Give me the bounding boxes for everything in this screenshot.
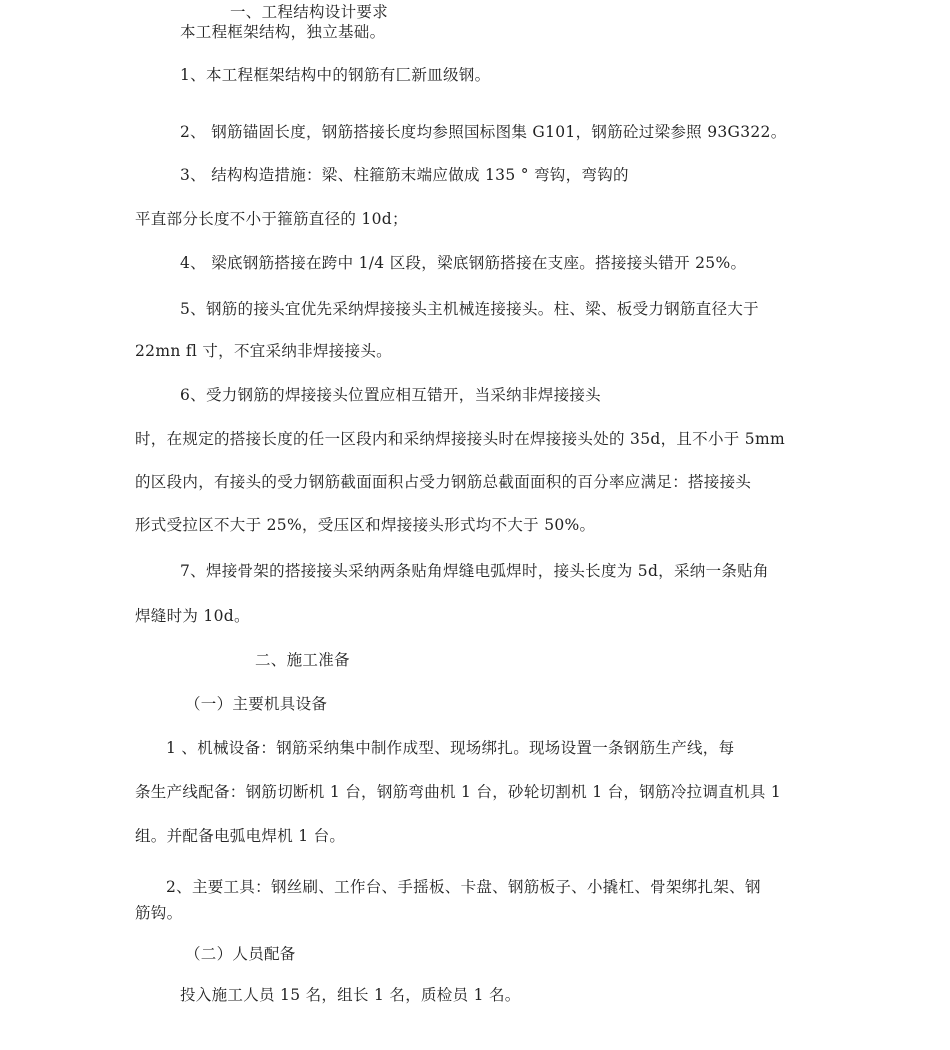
section-heading: 一、工程结构设计要求: [230, 3, 389, 21]
paragraph-continuation: 时，在规定的搭接长度的任一区段内和采纳焊接接头时在焊接接头处的 35d，且不小于 5mm: [135, 430, 785, 448]
list-item: 2、 钢筋锚固长度，钢筋搭接长度均参照国标图集 G101，钢筋砼过梁参照 93G322。: [180, 123, 787, 141]
paragraph: 投入施工人员 15 名，组长 1 名，质检员 1 名。: [180, 986, 521, 1004]
list-item: 7、焊接骨架的搭接接头采纳两条贴角焊缝电弧焊时，接头长度为 5d，采纳一条贴角: [180, 562, 769, 580]
subsection-heading: （一）主要机具设备: [185, 695, 328, 713]
list-item: 2、主要工具：钢丝刷、工作台、手摇板、卡盘、钢筋板子、小撬杠、骨架绑扎架、钢: [166, 878, 761, 896]
paragraph-continuation: 的区段内，有接头的受力钢筋截面面积占受力钢筋总截面面积的百分率应满足：搭接接头: [135, 473, 752, 491]
paragraph-continuation: 形式受拉区不大于 25%，受压区和焊接接头形式均不大于 50%。: [135, 516, 596, 534]
paragraph-continuation: 条生产线配备：钢筋切断机 1 台，钢筋弯曲机 1 台，砂轮切割机 1 台，钢筋冷拉调直机具 1: [135, 783, 782, 801]
section-heading: 二、施工准备: [255, 651, 350, 669]
list-item: 3、 结构构造措施：梁、柱箍筋末端应做成 135 ° 弯钩，弯钩的: [180, 166, 629, 184]
list-item: 5、钢筋的接头宜优先采纳焊接接头主机械连接接头。柱、梁、板受力钢筋直径大于: [180, 300, 759, 318]
paragraph-continuation: 筋钩。: [135, 904, 183, 922]
subsection-heading: （二）人员配备: [185, 945, 296, 963]
list-item: 6、受力钢筋的焊接接头位置应相互错开，当采纳非焊接接头: [180, 386, 601, 404]
paragraph: 本工程框架结构，独立基础。: [180, 23, 386, 41]
list-item: 4、 梁底钢筋搭接在跨中 1/4 区段，梁底钢筋搭接在支座。搭接接头错开 25%。: [180, 254, 747, 272]
paragraph-continuation: 平直部分长度不小于箍筋直径的 10d；: [135, 210, 408, 228]
list-item: 1 、机械设备：钢筋采纳集中制作成型、现场绑扎。现场设置一条钢筋生产线，每: [166, 739, 735, 757]
list-item: 1、本工程框架结构中的钢筋有匚新皿级钢。: [180, 66, 491, 84]
paragraph-continuation: 焊缝时为 10d。: [135, 607, 250, 625]
paragraph-continuation: 22mn fl 寸，不宜采纳非焊接接头。: [135, 342, 392, 360]
paragraph-continuation: 组。并配备电弧电焊机 1 台。: [135, 827, 346, 845]
